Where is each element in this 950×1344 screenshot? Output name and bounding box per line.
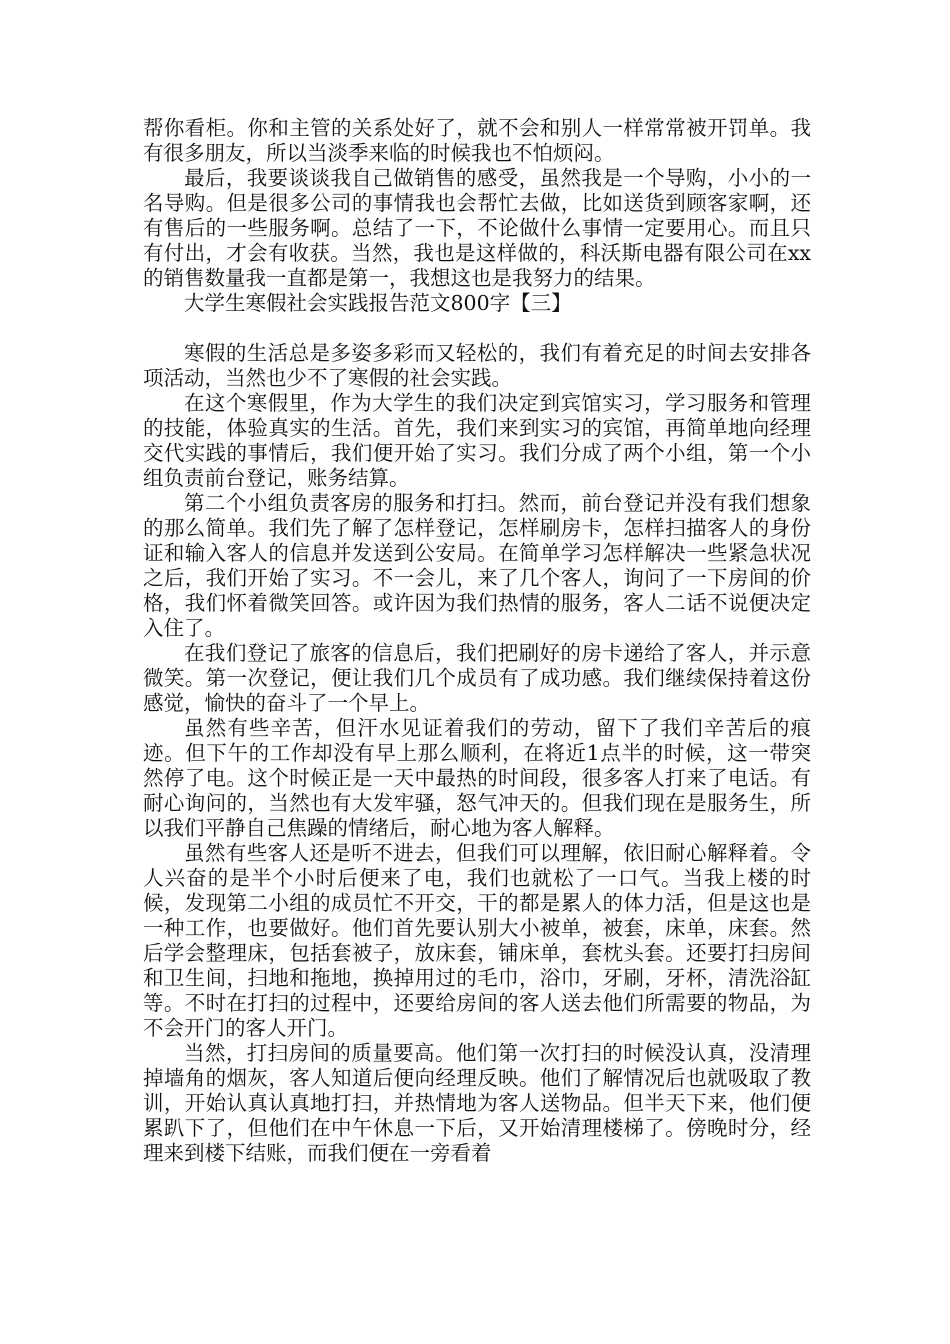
document-body	[143, 116, 811, 1166]
paragraph: 当然，打扫房间的质量要高。他们第一次打扫的时候没认真，没清理掉墙角的烟灰，客人知道后便向经理反映。他们了解情况后也就吸取了教训，开始认真认真地打扫，并热情地为客人送物品。但半天下来，他们便累趴下了，但他们在中午休息一下后，又开始清理楼梯了。傍晚时分，经理来到楼下结账，而我们便在一旁看着	[143, 1041, 811, 1165]
blank-line	[143, 316, 811, 341]
paragraph-continued: 帮你看柜。你和主管的关系处好了，就不会和别人一样常常被开罚单。我有很多朋友，所以当淡季来临的时候我也不怕烦闷。	[143, 116, 811, 165]
paragraph-conclusion: 最后，我要谈谈我自己做销售的感受，虽然我是一个导购，小小的一名导购。但是很多公司的事情我也会帮忙去做，比如送货到顾客家啊，还有售后的一些服务啊。总结了一下，不论做什么事情一定要用心。而且只有付出，才会有收获。当然，我也是这样做的，科沃斯电器有限公司在xx的销售数量我一直都是第一，我想这也是我努力的结果。	[143, 166, 811, 290]
paragraph: 在我们登记了旅客的信息后，我们把刷好的房卡递给了客人，并示意微笑。第一次登记，便让我们几个成员有了成功感。我们继续保持着这份感觉，愉快的奋斗了一个早上。	[143, 641, 811, 715]
paragraph: 虽然有些辛苦，但汗水见证着我们的劳动，留下了我们辛苦后的痕迹。但下午的工作却没有早上那么顺利，在将近1点半的时候，这一带突然停了电。这个时候正是一天中最热的时间段，很多客人打来了电话。有耐心询问的，当然也有大发牢骚，怒气冲天的。但我们现在是服务生，所以我们平静自己焦躁的情绪后，耐心地为客人解释。	[143, 716, 811, 840]
section-heading: 大学生寒假社会实践报告范文800字【三】	[184, 291, 572, 315]
paragraph: 寒假的生活总是多姿多彩而又轻松的，我们有着充足的时间去安排各项活动，当然也少不了寒假的社会实践。	[143, 341, 811, 390]
paragraph: 在这个寒假里，作为大学生的我们决定到宾馆实习，学习服务和管理的技能，体验真实的生活。首先，我们来到实习的宾馆，再简单地向经理交代实践的事情后，我们便开始了实习。我们分成了两个小组，第一个小组负责前台登记，账务结算。	[143, 391, 811, 490]
paragraph: 第二个小组负责客房的服务和打扫。然而，前台登记并没有我们想象的那么简单。我们先了解了怎样登记，怎样刷房卡，怎样扫描客人的身份证和输入客人的信息并发送到公安局。在简单学习怎样解决一些紧急状况之后，我们开始了实习。不一会儿，来了几个客人，询问了一下房间的价格，我们怀着微笑回答。或许因为我们热情的服务，客人二话不说便决定入住了。	[143, 491, 811, 640]
paragraph: 虽然有些客人还是听不进去，但我们可以理解，依旧耐心解释着。令人兴奋的是半个小时后便来了电，我们也就松了一口气。当我上楼的时候，发现第二小组的成员忙不开交，干的都是累人的体力活，但是这也是一种工作，也要做好。他们首先要认别大小被单，被套，床单，床套。然后学会整理床，包括套被子，放床套，铺床单，套枕头套。还要打扫房间和卫生间，扫地和拖地，换掉用过的毛巾，浴巾，牙刷，牙杯，清洗浴缸等。不时在打扫的过程中，还要给房间的客人送去他们所需要的物品，为不会开门的客人开门。	[143, 841, 811, 1040]
